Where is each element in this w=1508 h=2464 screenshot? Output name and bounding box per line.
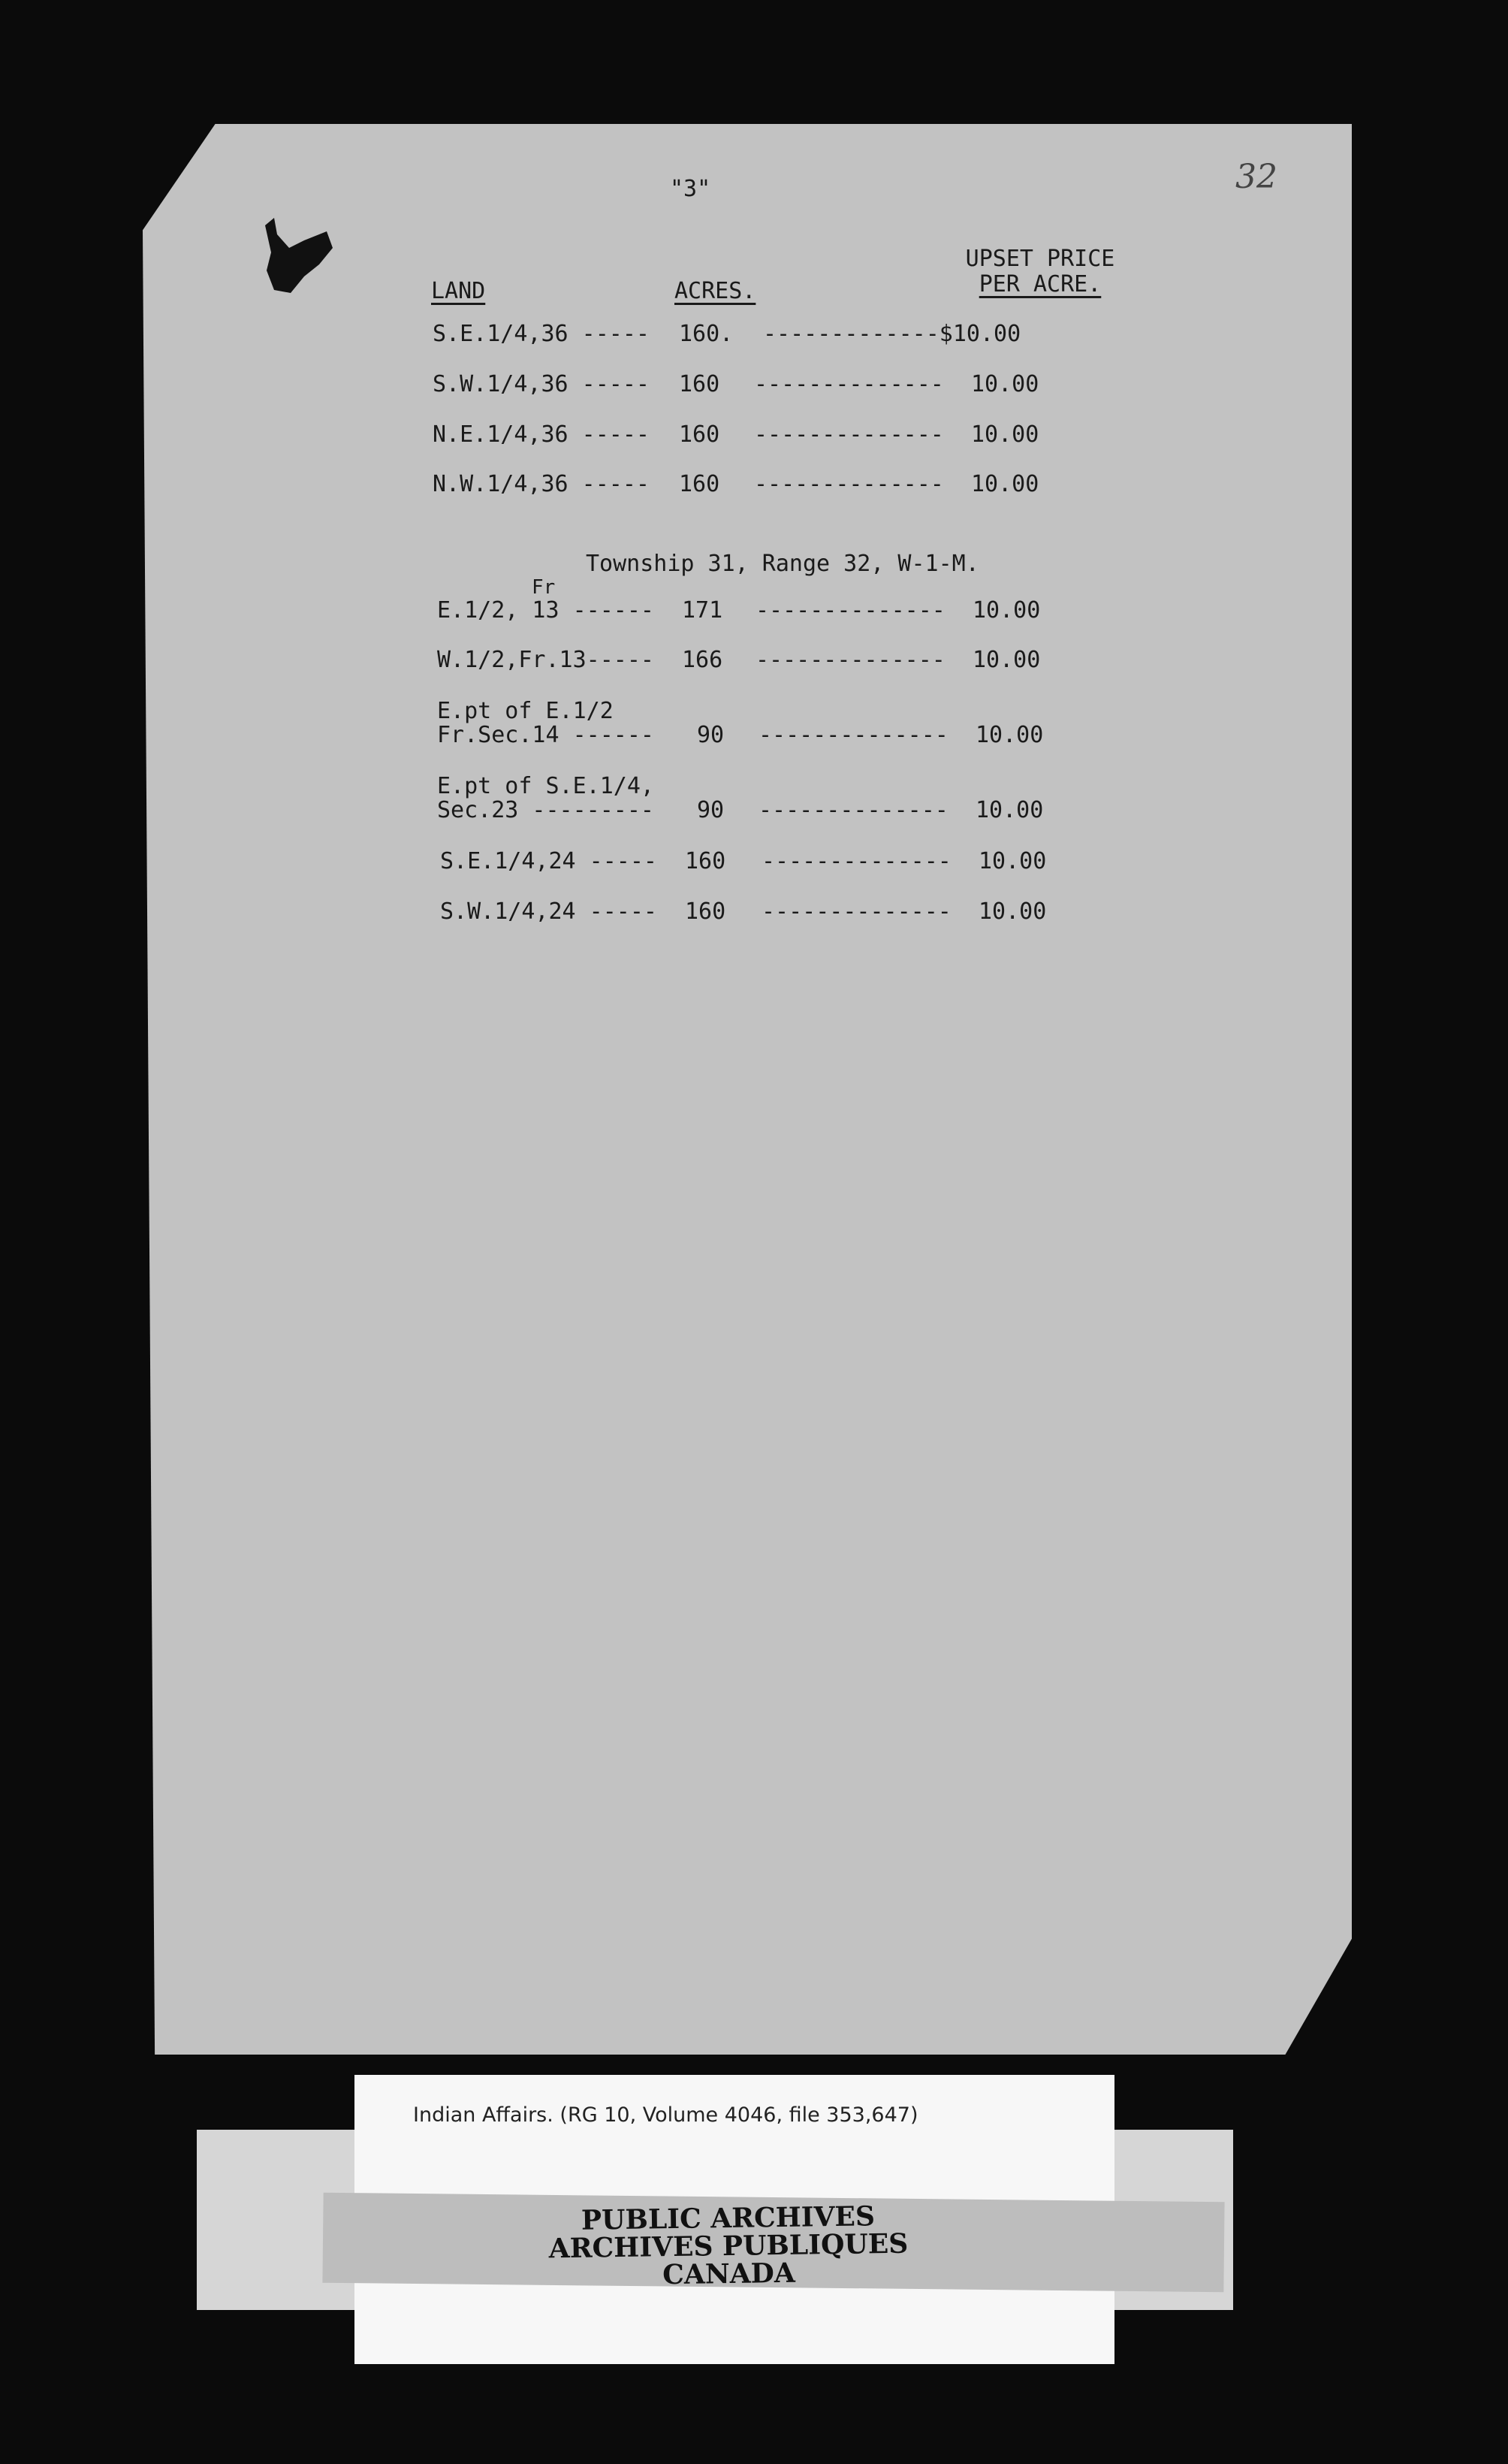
price-value: -------------$10.00 — [763, 321, 1021, 347]
header-upset-price — [942, 246, 1138, 297]
price-value: -------------- 10.00 — [762, 848, 1047, 874]
document-page — [143, 124, 1352, 2055]
header-upset-price-line1: UPSET PRICE — [965, 246, 1115, 272]
stamp-line-2: ARCHIVES PUBLIQUES — [548, 2227, 909, 2265]
header-upset-price-line2: PER ACRE. — [979, 271, 1102, 297]
stamp-line-1: PUBLIC ARCHIVES — [581, 2200, 876, 2236]
header-land: LAND — [431, 278, 486, 304]
acres-value: 160. — [679, 321, 734, 347]
price-value: -------------- 10.00 — [756, 647, 1041, 673]
land-description: S.W.1/4,24 ----- — [440, 898, 657, 925]
price-value: -------------- 10.00 — [754, 371, 1039, 397]
stamp-line-3: CANADA — [662, 2257, 796, 2291]
archive-stamp — [517, 2202, 939, 2291]
land-description: N.W.1/4,36 ----- — [433, 471, 650, 497]
land-description: N.E.1/4,36 ----- — [433, 421, 650, 448]
acres-value: 160 — [679, 421, 720, 448]
page-number: "3" — [670, 176, 711, 202]
price-value: -------------- 10.00 — [754, 471, 1039, 497]
land-description: S.E.1/4,24 ----- — [440, 848, 657, 874]
land-description: W.1/2,Fr.13----- — [437, 647, 654, 673]
price-value: -------------- 10.00 — [759, 797, 1044, 823]
header-acres: ACRES. — [674, 278, 756, 304]
archive-reference: Indian Affairs. (RG 10, Volume 4046, file 353,647) — [413, 2103, 918, 2127]
acres-value: 90 — [697, 722, 725, 748]
fr-note: Fr — [532, 576, 556, 599]
acres-value: 160 — [679, 371, 720, 397]
acres-value: 166 — [682, 647, 723, 673]
land-description: Sec.23 --------- — [437, 797, 654, 823]
township-heading: Township 31, Range 32, W-1-M. — [586, 551, 979, 577]
land-description: E.1/2, 13 ------ — [437, 597, 654, 624]
land-description: S.W.1/4,36 ----- — [433, 371, 650, 397]
land-description-line1: E.pt of E.1/2 — [437, 698, 614, 724]
acres-value: 160 — [685, 848, 726, 874]
land-description: Fr.Sec.14 ------ — [437, 722, 654, 748]
price-value: -------------- 10.00 — [754, 421, 1039, 448]
acres-value: 90 — [697, 797, 725, 823]
land-description: S.E.1/4,36 ----- — [433, 321, 650, 347]
ink-blot-icon — [259, 218, 334, 300]
price-value: -------------- 10.00 — [756, 597, 1041, 624]
folio-number: 32 — [1235, 158, 1277, 196]
acres-value: 160 — [679, 471, 720, 497]
land-description-line1: E.pt of S.E.1/4, — [437, 773, 654, 799]
acres-value: 171 — [682, 597, 723, 624]
price-value: -------------- 10.00 — [759, 722, 1044, 748]
acres-value: 160 — [685, 898, 726, 925]
price-value: -------------- 10.00 — [762, 898, 1047, 925]
